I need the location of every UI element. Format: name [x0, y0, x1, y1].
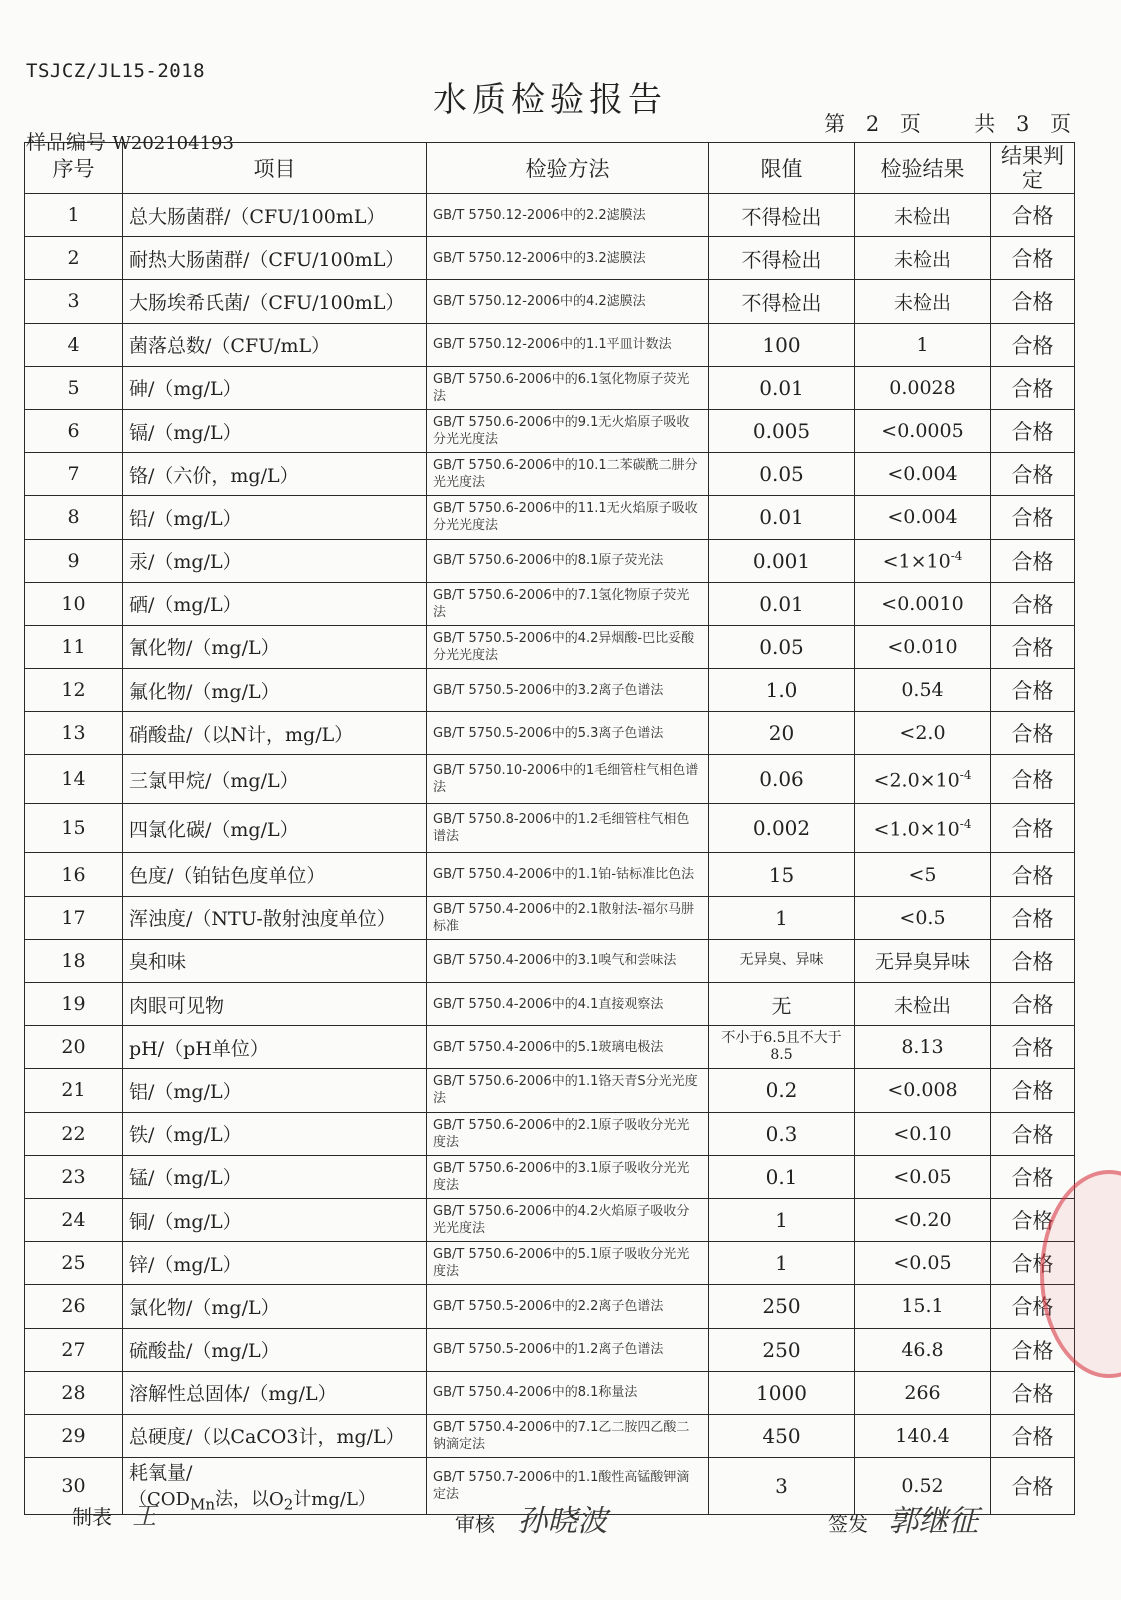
row-result: <0.0010 — [855, 582, 991, 625]
row-number: 17 — [25, 896, 123, 939]
row-result-base: <1.0×10 — [873, 818, 960, 841]
tabulator-label: 制表 — [72, 1505, 112, 1529]
table-row — [25, 237, 1075, 280]
row-judgement: 合格 — [991, 1414, 1075, 1457]
row-judgement: 合格 — [991, 1026, 1075, 1069]
row-limit: 0.01 — [709, 366, 855, 409]
row-limit: 0.3 — [709, 1112, 855, 1155]
row-result: <0.004 — [855, 496, 991, 539]
row-judgement: 合格 — [991, 669, 1075, 712]
row-method: GB/T 5750.5-2006中的4.2异烟酸-巴比妥酸分光光度法 — [427, 625, 709, 668]
row-result: <0.5 — [855, 896, 991, 939]
row-method: GB/T 5750.6-2006中的8.1原子荧光法 — [427, 539, 709, 582]
row-result-exponent: -4 — [959, 816, 972, 831]
row-number: 3 — [25, 280, 123, 323]
tabulator-signature: 王 — [132, 1502, 157, 1530]
row-limit: 250 — [709, 1328, 855, 1371]
row-item: 铁/（mg/L） — [123, 1112, 427, 1155]
row-result: 15.1 — [855, 1285, 991, 1328]
row-method: GB/T 5750.6-2006中的7.1氢化物原子荧光法 — [427, 582, 709, 625]
reviewer-label: 审核 — [455, 1512, 495, 1536]
row-method: GB/T 5750.6-2006中的11.1无火焰原子吸收分光光度法 — [427, 496, 709, 539]
reviewer-signature: 孙晓波 — [517, 1504, 608, 1539]
table-row — [25, 409, 1075, 452]
table-row — [25, 366, 1075, 409]
row-number: 11 — [25, 625, 123, 668]
row-judgement: 合格 — [991, 237, 1075, 280]
row-method: GB/T 5750.6-2006中的4.2火焰原子吸收分光光度法 — [427, 1198, 709, 1241]
row-method: GB/T 5750.5-2006中的1.2离子色谱法 — [427, 1328, 709, 1371]
row-result: 8.13 — [855, 1026, 991, 1069]
row-result: 0.0028 — [855, 366, 991, 409]
row-result: 未检出 — [855, 194, 991, 237]
row-limit: 0.2 — [709, 1069, 855, 1112]
row-number: 27 — [25, 1328, 123, 1371]
row-number: 2 — [25, 237, 123, 280]
row-number: 29 — [25, 1414, 123, 1457]
page-prefix: 第 — [824, 112, 846, 136]
row-result-base: <2.0×10 — [873, 769, 960, 792]
row-limit: 0.002 — [709, 804, 855, 853]
row-item: 溶解性总固体/（mg/L） — [123, 1371, 427, 1414]
table-row — [25, 1198, 1075, 1241]
row-method: GB/T 5750.6-2006中的6.1氢化物原子荧光法 — [427, 366, 709, 409]
row-result-exponent: -4 — [959, 767, 972, 782]
row-item: 四氯化碳/（mg/L） — [123, 804, 427, 853]
row-result: 1 — [855, 323, 991, 366]
row-result: 46.8 — [855, 1328, 991, 1371]
row-method: GB/T 5750.12-2006中的4.2滤膜法 — [427, 280, 709, 323]
row-method: GB/T 5750.4-2006中的4.1直接观察法 — [427, 983, 709, 1026]
row-result: 无异臭异味 — [855, 939, 991, 982]
row-limit: 100 — [709, 323, 855, 366]
row-limit: 0.1 — [709, 1155, 855, 1198]
table-row — [25, 983, 1075, 1026]
row-number: 26 — [25, 1285, 123, 1328]
table-row — [25, 453, 1075, 496]
row-item: 肉眼可见物 — [123, 983, 427, 1026]
row-result: 未检出 — [855, 280, 991, 323]
row-item-fragment: Mn — [189, 1495, 215, 1514]
row-item: 硒/（mg/L） — [123, 582, 427, 625]
row-number: 15 — [25, 804, 123, 853]
table-row — [25, 896, 1075, 939]
table-row — [25, 496, 1075, 539]
row-item: 汞/（mg/L） — [123, 539, 427, 582]
row-item-fragment: 法，以O — [215, 1489, 284, 1511]
row-result: <0.20 — [855, 1198, 991, 1241]
report-title: 水质检验报告 — [433, 80, 667, 120]
row-item-fragment: 2 — [283, 1495, 294, 1514]
row-item: 菌落总数/（CFU/mL） — [123, 323, 427, 366]
page-word: 页 — [899, 112, 921, 136]
row-judgement: 合格 — [991, 712, 1075, 755]
row-number: 13 — [25, 712, 123, 755]
issuer — [828, 1496, 978, 1540]
row-judgement: 合格 — [991, 366, 1075, 409]
row-number: 9 — [25, 539, 123, 582]
row-number: 7 — [25, 453, 123, 496]
row-limit: 250 — [709, 1285, 855, 1328]
row-judgement: 合格 — [991, 280, 1075, 323]
row-number: 24 — [25, 1198, 123, 1241]
row-number: 14 — [25, 755, 123, 804]
header-item: 项目 — [123, 143, 427, 194]
row-item: 色度/（铂钴色度单位） — [123, 853, 427, 896]
row-limit: 不得检出 — [709, 237, 855, 280]
row-limit: 450 — [709, 1414, 855, 1457]
row-method: GB/T 5750.6-2006中的9.1无火焰原子吸收分光光度法 — [427, 409, 709, 452]
document-code: TSJCZ/JL15-2018 — [26, 60, 206, 82]
row-limit: 15 — [709, 853, 855, 896]
page-total-prefix: 共 — [974, 112, 996, 136]
page-current: 2 — [865, 112, 880, 136]
row-result: <5 — [855, 853, 991, 896]
row-number: 5 — [25, 366, 123, 409]
row-number: 20 — [25, 1026, 123, 1069]
row-result — [855, 539, 991, 582]
page-total: 3 — [1015, 112, 1030, 136]
row-method: GB/T 5750.6-2006中的10.1二苯碳酰二肼分光光度法 — [427, 453, 709, 496]
row-limit: 0.05 — [709, 625, 855, 668]
row-method: GB/T 5750.5-2006中的5.3离子色谱法 — [427, 712, 709, 755]
row-judgement: 合格 — [991, 194, 1075, 237]
row-limit: 无 — [709, 983, 855, 1026]
row-item: 总大肠菌群/（CFU/100mL） — [123, 194, 427, 237]
row-number: 12 — [25, 669, 123, 712]
row-number: 21 — [25, 1069, 123, 1112]
row-result: <0.0005 — [855, 409, 991, 452]
table-row — [25, 669, 1075, 712]
row-limit: 0.01 — [709, 582, 855, 625]
row-item: 氯化物/（mg/L） — [123, 1285, 427, 1328]
row-number: 6 — [25, 409, 123, 452]
row-judgement: 合格 — [991, 983, 1075, 1026]
row-number: 18 — [25, 939, 123, 982]
row-result-exponent: -4 — [950, 548, 963, 563]
row-method: GB/T 5750.4-2006中的1.1铂-钴标准比色法 — [427, 853, 709, 896]
row-item: 锌/（mg/L） — [123, 1242, 427, 1285]
row-method: GB/T 5750.12-2006中的2.2滤膜法 — [427, 194, 709, 237]
row-judgement: 合格 — [991, 1285, 1075, 1328]
row-method: GB/T 5750.4-2006中的5.1玻璃电极法 — [427, 1026, 709, 1069]
header-no: 序号 — [25, 143, 123, 194]
row-limit: 0.05 — [709, 453, 855, 496]
table-row — [25, 1069, 1075, 1112]
row-result: 0.54 — [855, 669, 991, 712]
row-judgement: 合格 — [991, 496, 1075, 539]
row-number: 10 — [25, 582, 123, 625]
row-judgement: 合格 — [991, 755, 1075, 804]
row-result — [855, 755, 991, 804]
table-header-row — [25, 143, 1075, 194]
row-method: GB/T 5750.4-2006中的2.1散射法-福尔马肼标准 — [427, 896, 709, 939]
row-judgement: 合格 — [991, 625, 1075, 668]
table-row — [25, 853, 1075, 896]
row-limit: 1 — [709, 1242, 855, 1285]
row-judgement: 合格 — [991, 1112, 1075, 1155]
row-limit: 1000 — [709, 1371, 855, 1414]
row-limit: 0.001 — [709, 539, 855, 582]
row-judgement: 合格 — [991, 1328, 1075, 1371]
row-number: 30 — [25, 1458, 123, 1515]
table-row — [25, 1285, 1075, 1328]
row-item: 锰/（mg/L） — [123, 1155, 427, 1198]
row-item: 砷/（mg/L） — [123, 366, 427, 409]
table-row — [25, 1155, 1075, 1198]
row-result: <0.010 — [855, 625, 991, 668]
row-item-fragment: 计mg/L） — [293, 1489, 376, 1511]
row-item-line2 — [129, 1485, 420, 1514]
header-method: 检验方法 — [427, 143, 709, 194]
sample-label: 样品编号 — [26, 130, 106, 154]
page-indicator — [824, 108, 1071, 138]
row-judgement: 合格 — [991, 1155, 1075, 1198]
row-item: 铬/（六价，mg/L） — [123, 453, 427, 496]
row-judgement: 合格 — [991, 1458, 1075, 1515]
row-judgement: 合格 — [991, 323, 1075, 366]
row-number: 4 — [25, 323, 123, 366]
row-limit: 0.01 — [709, 496, 855, 539]
row-result: 未检出 — [855, 237, 991, 280]
row-method: GB/T 5750.5-2006中的3.2离子色谱法 — [427, 669, 709, 712]
row-item: 三氯甲烷/（mg/L） — [123, 755, 427, 804]
row-number: 25 — [25, 1242, 123, 1285]
row-result: 140.4 — [855, 1414, 991, 1457]
table-row — [25, 1328, 1075, 1371]
row-judgement: 合格 — [991, 853, 1075, 896]
table-row — [25, 280, 1075, 323]
row-method: GB/T 5750.6-2006中的3.1原子吸收分光光度法 — [427, 1155, 709, 1198]
row-result: 未检出 — [855, 983, 991, 1026]
table-row — [25, 323, 1075, 366]
table-row — [25, 712, 1075, 755]
row-method: GB/T 5750.6-2006中的1.1铬天青S分光光度法 — [427, 1069, 709, 1112]
reviewer — [455, 1496, 607, 1540]
row-method: GB/T 5750.8-2006中的1.2毛细管柱气相色谱法 — [427, 804, 709, 853]
row-item: 铜/（mg/L） — [123, 1198, 427, 1241]
row-judgement: 合格 — [991, 582, 1075, 625]
table-row — [25, 1371, 1075, 1414]
row-result: <0.05 — [855, 1155, 991, 1198]
row-item — [123, 1458, 427, 1515]
row-item: 镉/（mg/L） — [123, 409, 427, 452]
row-method: GB/T 5750.6-2006中的5.1原子吸收分光光度法 — [427, 1242, 709, 1285]
sample-value: W202104193 — [112, 133, 234, 154]
row-judgement: 合格 — [991, 409, 1075, 452]
row-result: <0.008 — [855, 1069, 991, 1112]
row-result — [855, 804, 991, 853]
row-limit: 1 — [709, 896, 855, 939]
row-judgement: 合格 — [991, 1198, 1075, 1241]
row-number: 8 — [25, 496, 123, 539]
row-limit: 不得检出 — [709, 194, 855, 237]
row-result: <0.05 — [855, 1242, 991, 1285]
row-number: 23 — [25, 1155, 123, 1198]
row-limit: 1 — [709, 1198, 855, 1241]
row-item-fragment: （COD — [129, 1489, 190, 1511]
row-item: pH/（pH单位） — [123, 1026, 427, 1069]
table-row — [25, 539, 1075, 582]
issuer-signature: 郭继征 — [888, 1504, 979, 1539]
row-method: GB/T 5750.4-2006中的8.1称量法 — [427, 1371, 709, 1414]
table-row — [25, 625, 1075, 668]
row-method: GB/T 5750.10-2006中的1毛细管柱气相色谱法 — [427, 755, 709, 804]
row-item: 氰化物/（mg/L） — [123, 625, 427, 668]
row-item: 氟化物/（mg/L） — [123, 669, 427, 712]
row-judgement: 合格 — [991, 1242, 1075, 1285]
row-number: 19 — [25, 983, 123, 1026]
row-judgement: 合格 — [991, 804, 1075, 853]
row-judgement: 合格 — [991, 539, 1075, 582]
row-judgement: 合格 — [991, 896, 1075, 939]
row-judgement: 合格 — [991, 453, 1075, 496]
table-row — [25, 582, 1075, 625]
row-item: 铅/（mg/L） — [123, 496, 427, 539]
table-row — [25, 1026, 1075, 1069]
row-method: GB/T 5750.6-2006中的2.1原子吸收分光光度法 — [427, 1112, 709, 1155]
row-item: 臭和味 — [123, 939, 427, 982]
row-item: 硝酸盐/（以N计，mg/L） — [123, 712, 427, 755]
table-row — [25, 1112, 1075, 1155]
header-limit: 限值 — [709, 143, 855, 194]
row-result-base: <1×10 — [882, 550, 951, 573]
table-row — [25, 939, 1075, 982]
row-result: 266 — [855, 1371, 991, 1414]
table-row — [25, 755, 1075, 804]
row-limit: 无异臭、异味 — [709, 939, 855, 982]
header-result: 检验结果 — [855, 143, 991, 194]
results-table — [24, 142, 1075, 1515]
row-limit: 不小于6.5且不大于8.5 — [709, 1026, 855, 1069]
row-number: 28 — [25, 1371, 123, 1414]
row-method: GB/T 5750.4-2006中的3.1嗅气和尝味法 — [427, 939, 709, 982]
tabulator — [72, 1496, 156, 1531]
table-row — [25, 1414, 1075, 1457]
row-item: 总硬度/（以CaCO3计，mg/L） — [123, 1414, 427, 1457]
row-method: GB/T 5750.12-2006中的3.2滤膜法 — [427, 237, 709, 280]
row-result: <2.0 — [855, 712, 991, 755]
row-number: 1 — [25, 194, 123, 237]
page-total-suffix: 页 — [1050, 112, 1071, 136]
table-row — [25, 804, 1075, 853]
row-item: 耐热大肠菌群/（CFU/100mL） — [123, 237, 427, 280]
row-method: GB/T 5750.5-2006中的2.2离子色谱法 — [427, 1285, 709, 1328]
table-row — [25, 1242, 1075, 1285]
table-row — [25, 194, 1075, 237]
row-item: 铝/（mg/L） — [123, 1069, 427, 1112]
row-judgement: 合格 — [991, 939, 1075, 982]
row-item: 浑浊度/（NTU-散射浊度单位） — [123, 896, 427, 939]
row-limit: 20 — [709, 712, 855, 755]
row-item: 大肠埃希氏菌/（CFU/100mL） — [123, 280, 427, 323]
row-number: 16 — [25, 853, 123, 896]
row-method: GB/T 5750.12-2006中的1.1平皿计数法 — [427, 323, 709, 366]
row-result: 0.52 — [855, 1458, 991, 1515]
row-limit: 1.0 — [709, 669, 855, 712]
row-item: 硫酸盐/（mg/L） — [123, 1328, 427, 1371]
row-item-line1: 耗氧量/ — [129, 1462, 193, 1485]
header-judgement: 结果判定 — [991, 143, 1075, 194]
row-judgement: 合格 — [991, 1069, 1075, 1112]
row-limit: 不得检出 — [709, 280, 855, 323]
row-result: <0.10 — [855, 1112, 991, 1155]
row-number: 22 — [25, 1112, 123, 1155]
row-method: GB/T 5750.7-2006中的1.1酸性高锰酸钾滴定法 — [427, 1458, 709, 1515]
row-judgement: 合格 — [991, 1371, 1075, 1414]
issuer-label: 签发 — [828, 1512, 868, 1536]
row-limit: 0.005 — [709, 409, 855, 452]
row-limit: 3 — [709, 1458, 855, 1515]
row-limit: 0.06 — [709, 755, 855, 804]
row-method: GB/T 5750.4-2006中的7.1乙二胺四乙酸二钠滴定法 — [427, 1414, 709, 1457]
row-result: <0.004 — [855, 453, 991, 496]
